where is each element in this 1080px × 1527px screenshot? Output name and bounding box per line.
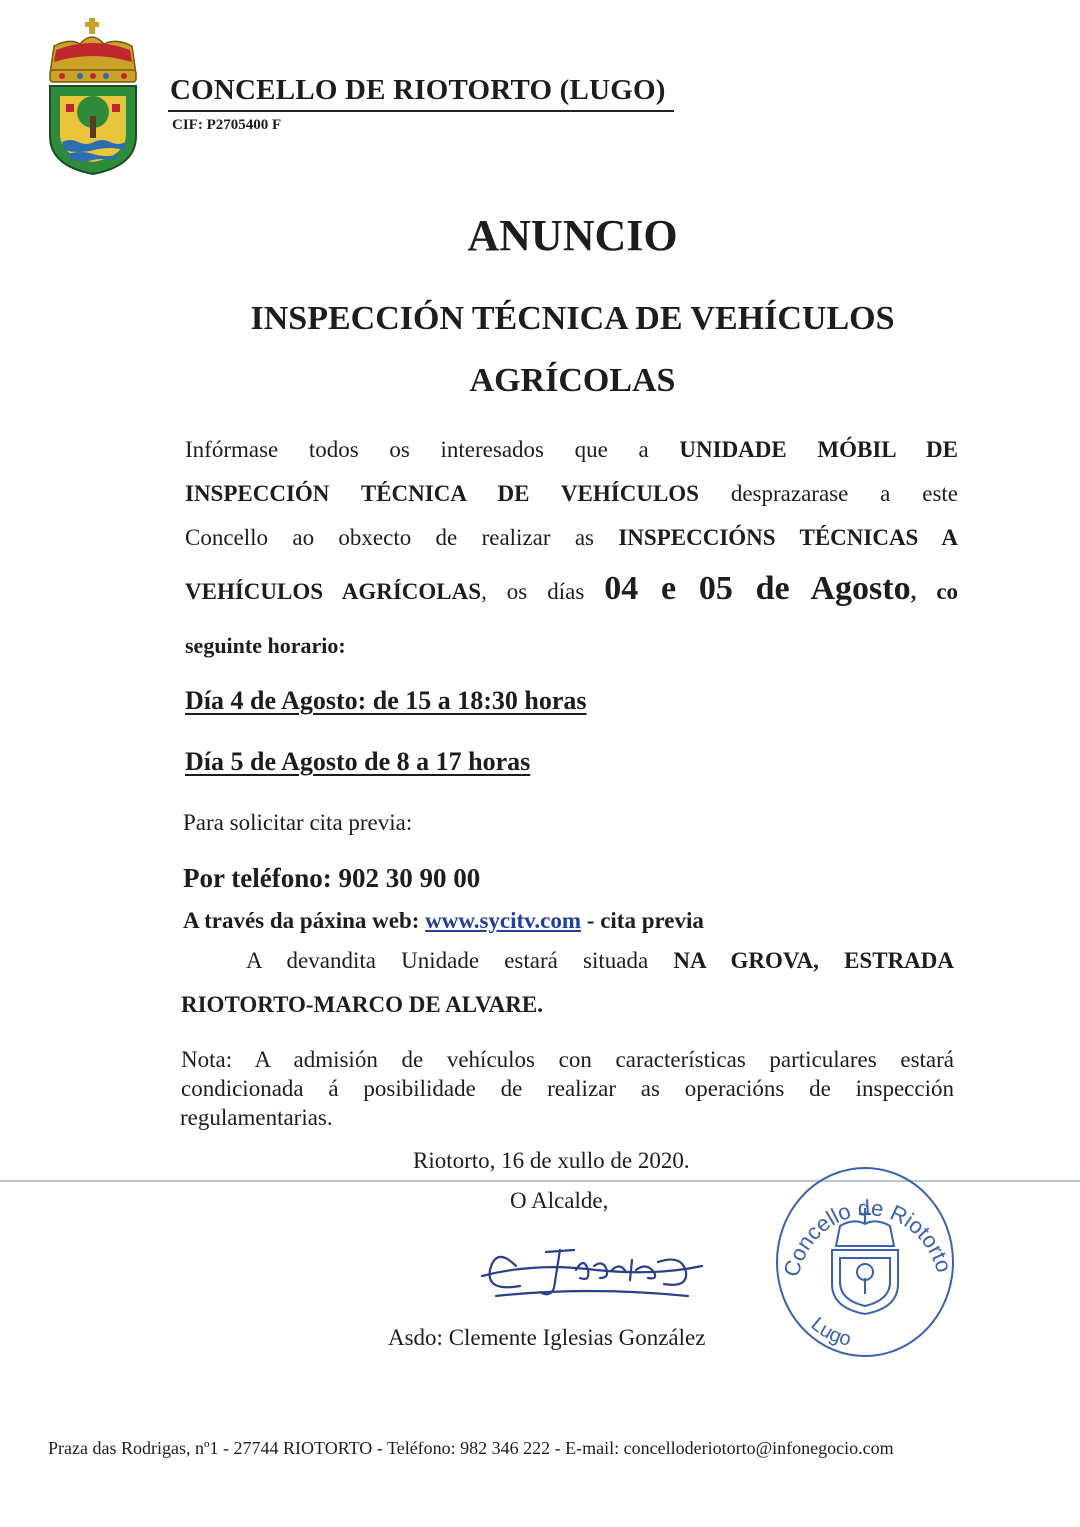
coat-of-arms-icon bbox=[40, 16, 144, 176]
document-date: Riotorto, 16 de xullo de 2020. bbox=[413, 1148, 690, 1173]
stamp-text-bottom: Lugo bbox=[806, 1313, 853, 1351]
signature-icon bbox=[476, 1226, 706, 1306]
intro-line-4 bbox=[185, 570, 958, 608]
location-line-2: RIOTORTO-MARCO DE ALVARE. bbox=[181, 992, 543, 1017]
web-suffix: - cita previa bbox=[586, 908, 704, 933]
appointment-phone: Por teléfono: 902 30 90 00 bbox=[183, 863, 481, 893]
organization-name: CONCELLO DE RIOTORTO (LUGO) bbox=[170, 74, 666, 106]
intro-text: desprazarase a este bbox=[730, 481, 959, 506]
intro-text: , os días bbox=[481, 579, 585, 604]
appointment-web bbox=[183, 908, 704, 934]
stamp-text-top: Concello de Riotorto bbox=[778, 1195, 957, 1280]
signed-by: Asdo: Clemente Iglesias González bbox=[388, 1325, 706, 1350]
official-stamp-icon bbox=[770, 1158, 960, 1358]
location-text: A devandita Unidade estará situada bbox=[246, 948, 649, 973]
announcement-title: ANUNCIO bbox=[467, 211, 678, 260]
intro-line-1 bbox=[185, 437, 958, 463]
schedule-day-1: Día 4 de Agosto: de 15 a 18:30 horas bbox=[185, 686, 587, 715]
location-bold-text: NA GROVA, ESTRADA bbox=[673, 948, 955, 973]
location-line-1 bbox=[246, 948, 954, 974]
header-underline bbox=[168, 110, 674, 112]
inspection-dates: 04 e 05 de Agosto bbox=[604, 570, 911, 607]
intro-bold-text: UNIDADE MÓBIL DE bbox=[679, 437, 958, 462]
announcement-subtitle-line-1: INSPECCIÓN TÉCNICA DE VEHÍCULOS bbox=[250, 300, 895, 337]
cif-number: CIF: P2705400 F bbox=[172, 117, 282, 133]
intro-bold-text: INSPECCIÓNS TÉCNICAS A bbox=[618, 525, 959, 550]
note-line-2: condicionada á posibilidade de realizar as operacións de inspección bbox=[181, 1076, 954, 1101]
appointment-intro: Para solicitar cita previa: bbox=[183, 810, 413, 835]
schedule-day-2: Día 5 de Agosto de 8 a 17 horas bbox=[185, 747, 531, 776]
intro-bold-text: VEHÍCULOS AGRÍCOLAS bbox=[185, 579, 482, 604]
intro-bold-text: , co bbox=[910, 579, 959, 604]
intro-bold-text: INSPECCIÓN TÉCNICA DE VEHÍCULOS bbox=[185, 481, 699, 506]
intro-line-3 bbox=[185, 525, 958, 551]
announcement-subtitle-line-2: AGRÍCOLAS bbox=[469, 362, 676, 399]
footer-contact: Praza das Rodrigas, nº1 - 27744 RIOTORTO - Teléfono: 982 346 222 - E-mail: concelloderiotorto@infonegocio.com bbox=[48, 1438, 894, 1458]
signer-role: O Alcalde, bbox=[510, 1188, 609, 1213]
intro-line-2 bbox=[185, 481, 958, 507]
web-link[interactable]: www.sycitv.com bbox=[425, 908, 582, 933]
note-line-1: Nota: A admisión de vehículos con características particulares estará bbox=[181, 1047, 954, 1072]
note-line-3: regulamentarias. bbox=[180, 1105, 333, 1130]
intro-text: Infórmase todos os interesados que a bbox=[185, 437, 649, 462]
intro-line-5: seguinte horario: bbox=[185, 633, 346, 658]
web-label: A través da páxina web: bbox=[183, 908, 420, 933]
intro-text: Concello ao obxecto de realizar as bbox=[185, 525, 595, 550]
